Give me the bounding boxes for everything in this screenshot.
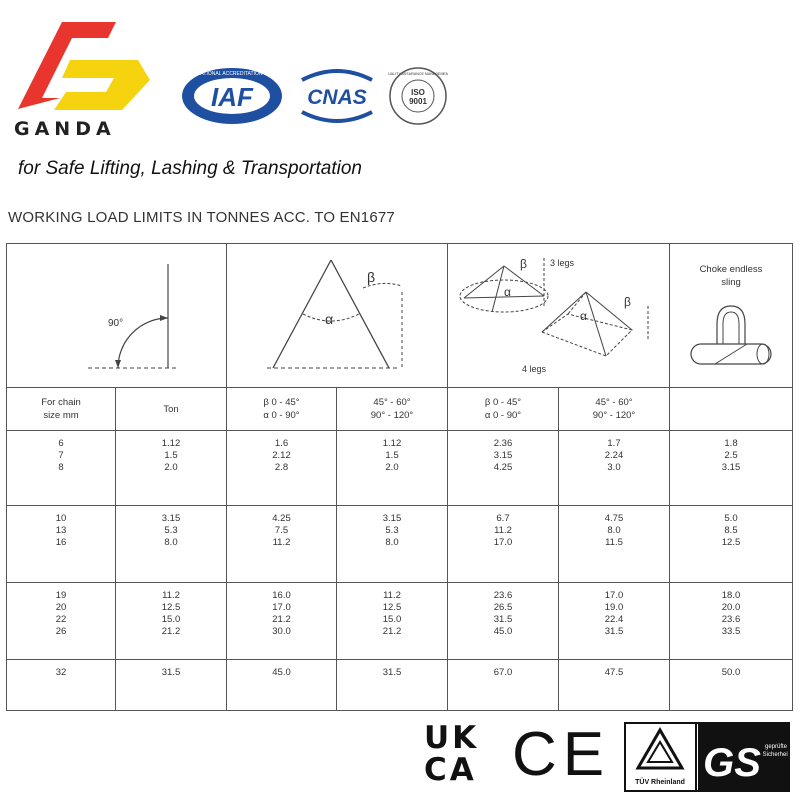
table-value: 5.0 [724, 513, 738, 524]
choke-cell [670, 583, 793, 660]
table-value: 67.0 [493, 667, 513, 678]
choke-label-line1: Choke endless [699, 264, 762, 275]
two-leg-low-cell [227, 506, 337, 583]
table-value: 3.15 [721, 462, 741, 473]
choke-cell [670, 660, 793, 711]
table-value: 32 [55, 667, 67, 678]
table-value: 26 [55, 626, 67, 637]
table-value: 31.5 [493, 614, 513, 625]
gs-logo-text: GS [703, 741, 761, 785]
table-value: 1.8 [724, 438, 738, 449]
chain-size-cell [7, 431, 116, 506]
alpha-range-label: α 0 - 90° [484, 410, 522, 421]
table-value: 11.5 [605, 537, 623, 548]
multi-leg-high-cell [559, 431, 670, 506]
two-leg-high-cell [337, 431, 448, 506]
three-legs-label: 3 legs [550, 258, 575, 268]
table-value: 8.0 [607, 525, 621, 536]
table-value: 10 [55, 513, 67, 524]
table-value: 16 [55, 537, 67, 548]
two-leg-high-cell [337, 660, 448, 711]
table-value: 1.12 [161, 438, 181, 449]
table-value: 3.15 [161, 513, 181, 524]
table-value: 2.8 [274, 462, 289, 473]
alpha-range-label: 90° - 120° [370, 410, 414, 421]
iso-9001-logo [388, 66, 448, 126]
table-value: 2.0 [385, 462, 399, 473]
multi-leg-high-cell [559, 660, 670, 711]
chain-size-cell [7, 660, 116, 711]
table-value: 5.3 [385, 525, 399, 536]
multi-leg-low-cell [448, 431, 559, 506]
table-value: 22.4 [604, 614, 624, 625]
table-value: 16.0 [272, 590, 291, 601]
ton-header: Ton [116, 388, 227, 431]
gs-sub-line1: geprüfte [764, 744, 788, 750]
table-value: 4.75 [604, 513, 624, 524]
ganda-logo-mark [10, 14, 160, 119]
table-value: 45.0 [272, 667, 291, 678]
ton-cell [116, 431, 227, 506]
table-value: 1.7 [607, 438, 621, 449]
table-value: 1.12 [382, 438, 402, 449]
table-value: 6 [58, 438, 64, 449]
table-value: 31.5 [382, 667, 402, 678]
table-value: 50.0 [721, 667, 741, 678]
two-leg-diagram [227, 244, 447, 384]
table-value: 4.25 [272, 513, 291, 524]
chain-size-header-line1: For chain [41, 397, 81, 408]
table-row-group [7, 660, 793, 711]
table-value: 7 [58, 450, 64, 461]
multi-leg-high-cell [559, 583, 670, 660]
table-value: 8.0 [385, 537, 399, 548]
table-value: 33.5 [721, 626, 741, 637]
choke-diagram-cell [670, 244, 793, 388]
multi-leg-high-cell [559, 506, 670, 583]
table-value: 6.7 [496, 513, 510, 524]
two-leg-low-cell [227, 431, 337, 506]
iso-text: ISO [411, 88, 425, 97]
table-value: 11.2 [494, 525, 512, 536]
beta-range-label: 45° - 60° [595, 397, 633, 408]
multi-leg-high-angle-header [559, 388, 670, 431]
ukca-mark-line1: UK [424, 720, 480, 756]
table-value: 4.25 [493, 462, 513, 473]
table-value: 2.24 [604, 450, 624, 461]
four-legs-label: 4 legs [522, 364, 547, 374]
multi-leg-low-cell [448, 506, 559, 583]
table-value: 17.0 [272, 602, 291, 613]
beta-symbol-three-legs: β [520, 257, 527, 271]
beta-range-label: β 0 - 45° [263, 397, 300, 408]
cnas-logo-text: CNAS [307, 86, 367, 109]
ukca-mark [424, 722, 488, 790]
table-value: 30.0 [272, 626, 291, 637]
alpha-symbol-three-legs: α [504, 285, 511, 299]
table-body [7, 431, 793, 711]
table-value: 12.5 [382, 602, 402, 613]
multi-leg-diagram [448, 244, 670, 384]
ton-cell [116, 660, 227, 711]
table-value: 17.0 [604, 590, 624, 601]
alpha-symbol-four-legs: α [580, 309, 587, 323]
beta-symbol-four-legs: β [624, 295, 631, 309]
gs-sub-line2: Sicherheit [762, 752, 788, 758]
chain-size-header [7, 388, 116, 431]
table-value: 31.5 [161, 667, 181, 678]
brand-logo [10, 14, 160, 124]
choke-header [670, 388, 793, 431]
beta-range-label: 45° - 60° [373, 397, 411, 408]
table-value: 3.15 [382, 513, 402, 524]
iaf-ring-text: INTERNATIONAL ACCREDITATION FORUM [181, 71, 283, 77]
table-value: 8.0 [164, 537, 178, 548]
table-value: 45.0 [493, 626, 513, 637]
single-leg-diagram-cell [7, 244, 227, 388]
table-value: 15.0 [382, 614, 402, 625]
single-leg-diagram [8, 244, 226, 384]
two-leg-low-cell [227, 660, 337, 711]
table-value: 21.2 [272, 614, 291, 625]
table-value: 19.0 [604, 602, 624, 613]
table-row-group [7, 583, 793, 660]
table-value: 12.5 [721, 537, 741, 548]
cnas-logo [292, 68, 382, 124]
table-value: 23.6 [721, 614, 741, 625]
table-value: 11.2 [162, 590, 180, 601]
table-value: 20 [55, 602, 67, 613]
two-leg-high-cell [337, 583, 448, 660]
multi-leg-low-cell [448, 583, 559, 660]
ton-cell [116, 506, 227, 583]
alpha-range-label: α 0 - 90° [263, 410, 300, 421]
two-leg-high-angle-header [337, 388, 448, 431]
alpha-range-label: 90° - 120° [592, 410, 636, 421]
table-row-group [7, 431, 793, 506]
table-value: 19 [55, 590, 67, 601]
table-value: 12.5 [161, 602, 181, 613]
two-leg-low-cell [227, 583, 337, 660]
table-value: 5.3 [164, 525, 178, 536]
table-value: 2.36 [493, 438, 513, 449]
table-value: 3.0 [607, 462, 621, 473]
iaf-logo-text: IAF [211, 82, 253, 112]
table-value: 21.2 [161, 626, 181, 637]
table-title: WORKING LOAD LIMITS IN TONNES ACC. TO EN1677 [8, 209, 395, 226]
table-value: 47.5 [604, 667, 624, 678]
choke-sling-diagram [671, 244, 792, 384]
brand-name: GANDA [14, 118, 116, 140]
table-value: 8.5 [724, 525, 738, 536]
table-value: 22 [55, 614, 67, 625]
table-value: 8 [58, 462, 64, 473]
table-value: 7.5 [274, 525, 289, 536]
table-value: 1.6 [274, 438, 289, 449]
angle-90-label: 90° [107, 318, 123, 329]
choke-cell [670, 431, 793, 506]
table-value: 31.5 [604, 626, 624, 637]
ton-cell [116, 583, 227, 660]
table-row-group [7, 506, 793, 583]
multi-leg-diagram-cell [448, 244, 670, 388]
diagram-row [7, 244, 793, 388]
ukca-mark-line2: CA [424, 752, 477, 788]
table-value: 17.0 [493, 537, 513, 548]
two-leg-high-cell [337, 506, 448, 583]
table-value: 21.2 [382, 626, 402, 637]
working-load-limit-table [6, 243, 793, 711]
choke-label-line2: sling [720, 277, 741, 288]
table-value: 23.6 [493, 590, 513, 601]
beta-range-label: β 0 - 45° [484, 397, 522, 408]
table-value: 11.2 [272, 537, 291, 548]
table-value: 3.15 [493, 450, 513, 461]
beta-symbol: β [367, 269, 376, 285]
two-leg-diagram-cell [227, 244, 448, 388]
tagline: for Safe Lifting, Lashing & Transportation [18, 158, 362, 179]
table-value: 15.0 [161, 614, 181, 625]
tuv-gs-mark [624, 722, 790, 792]
header-row [7, 388, 793, 431]
table-value: 2.12 [272, 450, 291, 461]
chain-size-cell [7, 583, 116, 660]
iaf-logo [180, 66, 284, 126]
chain-size-cell [7, 506, 116, 583]
table-value: 2.0 [164, 462, 178, 473]
table-value: 11.2 [383, 590, 401, 601]
table-value: 2.5 [724, 450, 738, 461]
multi-leg-low-cell [448, 660, 559, 711]
chain-size-header-line2: size mm [43, 410, 79, 421]
iso-number: 9001 [409, 97, 427, 106]
table-value: 1.5 [385, 450, 399, 461]
iso-ring-text: QUALITY ASSURANCE MANAGEMENT [388, 72, 448, 76]
table-value: 18.0 [721, 590, 741, 601]
choke-cell [670, 506, 793, 583]
table-value: 13 [55, 525, 67, 536]
tuv-label: TÜV Rheinland [635, 779, 685, 786]
table-value: 20.0 [721, 602, 741, 613]
table-value: 26.5 [493, 602, 513, 613]
logo-yellow-shape [54, 60, 150, 110]
ce-mark: CE [512, 720, 611, 789]
two-leg-low-angle-header [227, 388, 337, 431]
alpha-symbol: α [325, 311, 334, 327]
multi-leg-low-angle-header [448, 388, 559, 431]
table-value: 1.5 [164, 450, 178, 461]
